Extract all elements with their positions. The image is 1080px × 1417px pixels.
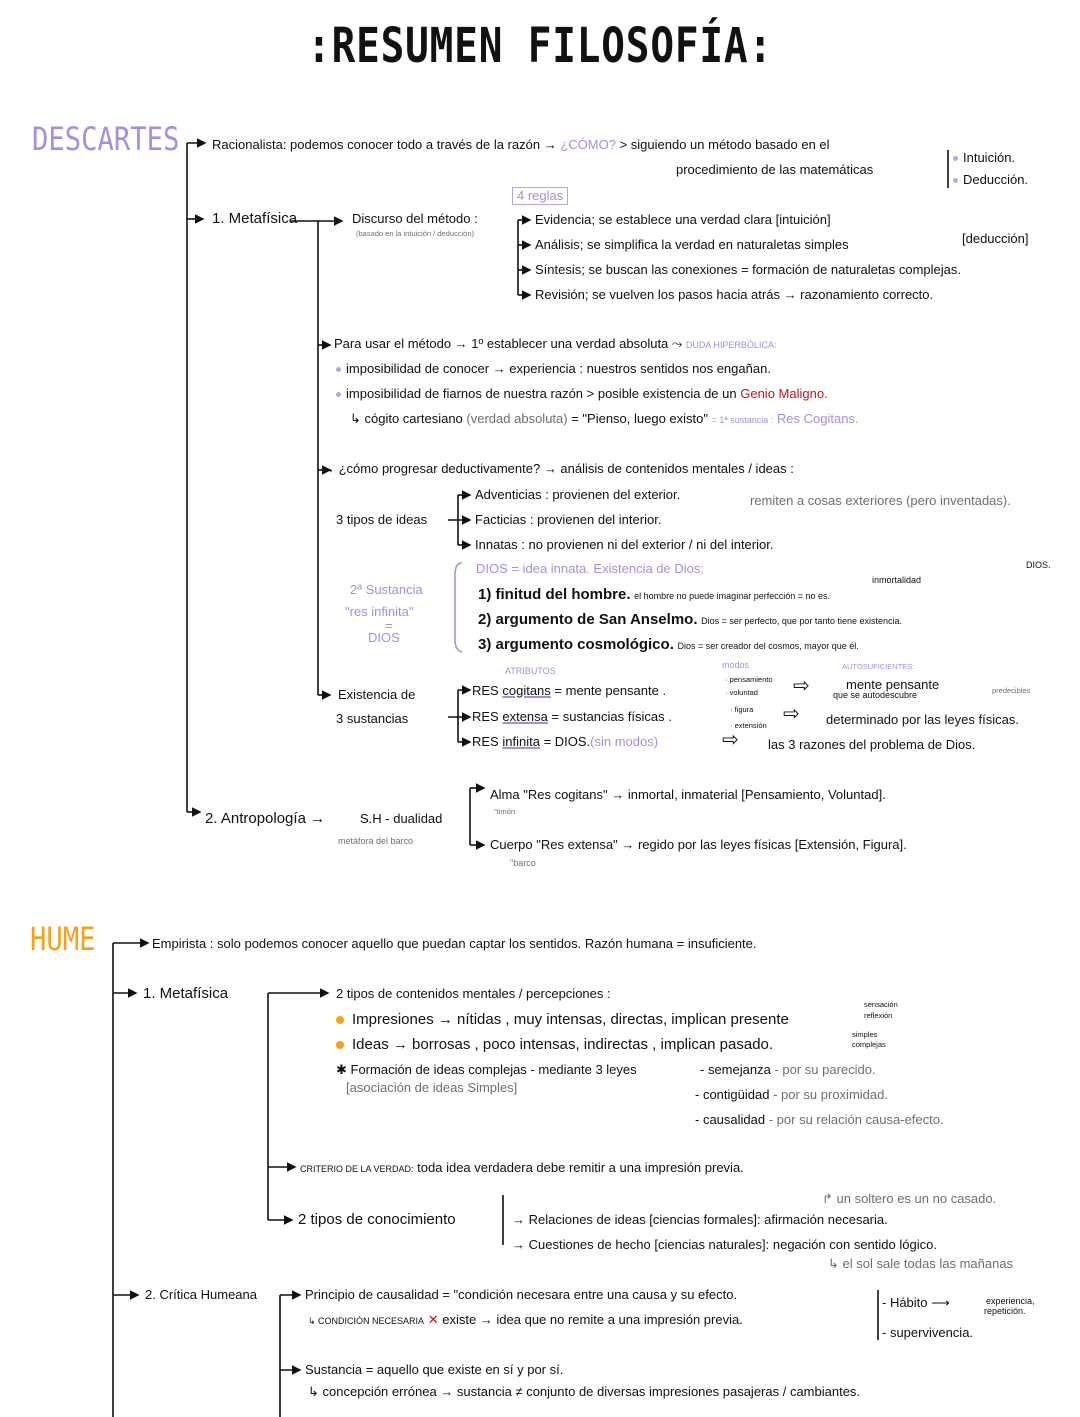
descartes-heading: DESCARTES xyxy=(32,120,180,158)
matematicas-line: procedimiento de las matemáticas xyxy=(676,162,874,177)
racionalista-rest: > siguiendo un método basado en el xyxy=(619,137,830,152)
alma-line: Alma "Res cogitans" → inmortal, inmaterial [Pensamiento, Voluntad]. xyxy=(490,787,886,802)
predecibles-note: predecibles xyxy=(992,686,1031,695)
metafora-note: metáfora del barco xyxy=(338,836,414,846)
page-title: :RESUMEN FILOSOFÍA: xyxy=(307,18,773,74)
double-arrow-icon: ⇨ xyxy=(783,703,800,725)
modos-label: modos xyxy=(722,660,750,670)
regla-item: Revisión; se vuelven los pasos hacia atrás → razonamiento correcto. xyxy=(535,287,934,302)
cuerpo-line: Cuerpo "Res extensa" → regido por las leyes físicas [Extensión, Figura]. xyxy=(490,837,907,852)
equals: = xyxy=(385,618,393,633)
racionalista-text: Racionalista: podemos conocer todo a través de la razón → xyxy=(212,137,557,152)
duda-hiperbolica: DUDA HIPERBÓLICA: xyxy=(685,340,777,350)
option-intuicion: Intuición. xyxy=(953,150,1015,166)
dios-note: DIOS. xyxy=(1026,560,1051,570)
autosuficientes-label: AUTOSUFICIENTES: xyxy=(842,662,915,671)
idea-type: Facticias : provienen del interior. xyxy=(475,512,662,527)
asociacion-note: [asociación de ideas Simples] xyxy=(346,1080,518,1095)
timon-note: "timón xyxy=(494,807,516,816)
double-arrow-icon: ⇨ xyxy=(793,675,810,697)
result: mente pensante xyxy=(846,677,940,692)
discurso-note: (basado en la intuición / deducción) xyxy=(356,229,474,238)
idea-type: Innatas : no provienen ni del exterior / ni del interior. xyxy=(475,537,774,552)
como-label: ¿CÓMO? xyxy=(560,137,616,152)
regla-item: Análisis; se simplifica la verdad en naturaletas simples xyxy=(535,237,849,252)
result: que se autodescubre xyxy=(833,690,918,700)
soltero-note: ↱ un soltero es un no casado. xyxy=(822,1191,997,1206)
dios-label: DIOS xyxy=(368,630,400,645)
relaciones-line: → Relaciones de ideas [ciencias formales]: afirmación necesaria. xyxy=(512,1212,888,1227)
atributos-label: ATRIBUTOS xyxy=(505,666,556,676)
supervivencia-label: - supervivencia. xyxy=(882,1325,974,1340)
antropologia-label: 2. Antropología → xyxy=(205,810,326,827)
ley: - semejanza - por su parecido. xyxy=(700,1062,876,1077)
habito-label: - Hábito ⟶ xyxy=(882,1295,950,1310)
progresar-line: → ¿cómo progresar deductivamente? → análisis de contenidos mentales / ideas : xyxy=(322,461,794,476)
cuestiones-line: → Cuestiones de hecho [ciencias naturales]: negación con sentido lógico. xyxy=(512,1237,937,1252)
option-deduccion: Deducción. xyxy=(953,172,1028,188)
impresion-type: reflexión xyxy=(864,1011,893,1020)
sustancias-label: 3 sustancias xyxy=(336,711,409,726)
cogito-line: ↳ cógito cartesiano (verdad absoluta) = "Pienso, luego existo" = 1ª sustancia : Res Cogitans. xyxy=(350,411,859,426)
criterio-line: CRITERIO DE LA VERDAD: toda idea verdadera debe remitir a una impresión previa. xyxy=(300,1160,744,1175)
regla-item: Evidencia; se establece una verdad clara [intuición] xyxy=(535,212,831,227)
sol-note: ↳ el sol sale todas las mañanas xyxy=(828,1256,1014,1271)
concepcion-line: ↳ concepción errónea → sustancia ≠ conjunto de diversas impresiones pasajeras / cambiantes. xyxy=(308,1384,861,1399)
metafisica-label: 1. Metafísica xyxy=(212,210,298,227)
metodo-line: Para usar el método → 1º establecer una verdad absoluta ⤳ DUDA HIPERBÓLICA: xyxy=(334,336,777,351)
genio-maligno: Genio Maligno. xyxy=(740,386,828,401)
hume-heading: HUME xyxy=(30,920,96,958)
impresion-type: sensación xyxy=(864,1000,898,1009)
segunda-sustancia: 2ª Sustancia xyxy=(350,582,423,597)
reglas-badge: 4 reglas xyxy=(512,187,568,205)
racionalista-line xyxy=(212,137,830,153)
imposibilidad-1: imposibilidad de conocer → experiencia : nuestros sentidos nos engañan. xyxy=(336,361,771,377)
habito-note: experiencia, xyxy=(986,1296,1035,1306)
res-infinita: "res infinita" xyxy=(345,604,414,619)
remiten-note: remiten a cosas exteriores (pero inventadas). xyxy=(750,493,1011,508)
dualidad-label: S.H - dualidad xyxy=(360,811,443,826)
ley: - contigüidad - por su proximidad. xyxy=(695,1087,888,1102)
ideas-line: Ideas → borrosas , poco intensas, indirectas , implican pasado. xyxy=(336,1036,773,1054)
deduccion-note: [deducción] xyxy=(962,231,1029,246)
res-extensa: RES extensa = sustancias físicas . xyxy=(472,709,672,724)
argumento: 3) argumento cosmológico. Dios = ser creador del cosmos, mayor que él. xyxy=(478,636,859,653)
idea-type: complejas xyxy=(852,1040,886,1049)
empirista-line: Empirista : solo podemos conocer aquello que puedan captar los sentidos. Razón humana = insuficiente. xyxy=(152,936,757,951)
modo: · figura xyxy=(730,705,754,714)
causalidad-line: Principio de causalidad = "condición necesara entre una causa y su efecto. xyxy=(305,1287,738,1302)
hume-metafisica-label: 1. Metafísica xyxy=(143,985,229,1002)
barco-note: "barco xyxy=(510,858,536,868)
impresiones-line: Impresiones → nítidas , muy intensas, directas, implican presente xyxy=(336,1011,789,1029)
dios-header: DIOS = idea innata. Existencia de Dios: xyxy=(476,561,704,576)
argumento: 1) finitud del hombre. el hombre no puede imaginar perfección = no es. xyxy=(478,586,830,603)
sustancia-line: Sustancia = aquello que existe en sí y por sí. xyxy=(305,1362,564,1377)
conocimiento-label: 2 tipos de conocimiento xyxy=(298,1211,456,1228)
modo: · pensamiento xyxy=(725,675,773,684)
result: las 3 razones del problema de Dios. xyxy=(768,737,976,752)
tipos-contenidos: 2 tipos de contenidos mentales / percepciones : xyxy=(336,986,611,1001)
idea-type: Adventicias : provienen del exterior. xyxy=(475,487,681,502)
sustancias-label: Existencia de xyxy=(338,687,416,702)
tipos-ideas-label: 3 tipos de ideas xyxy=(336,512,428,527)
habito-note: repetición. xyxy=(984,1306,1026,1316)
modo: · voluntad xyxy=(725,688,758,697)
regla-item: Síntesis; se buscan las conexiones = formación de naturaletas complejas. xyxy=(535,262,961,277)
ley: - causalidad - por su relación causa-efecto. xyxy=(695,1112,944,1127)
modo: · extensión xyxy=(730,721,767,730)
res-infinita-row: RES infinita = DIOS.(sin modos) xyxy=(472,734,659,749)
result: determinado por las leyes físicas. xyxy=(826,712,1019,727)
double-arrow-icon: ⇨ xyxy=(722,729,739,751)
imposibilidad-2: imposibilidad de fiarnos de nuestra razón > posible existencia de un Genio Maligno. xyxy=(336,386,828,402)
res-cogitans: RES cogitans = mente pensante . xyxy=(472,683,667,698)
condicion-line: ↳ CONDICIÓN NECESARIA ✕ existe → idea que no remite a una impresión previa. xyxy=(308,1312,743,1327)
idea-type: simples xyxy=(852,1030,878,1039)
discurso-label: Discurso del método : xyxy=(352,211,478,226)
critica-label: 2. Crítica Humeana xyxy=(145,1287,257,1302)
inmortalidad-note: inmortalidad xyxy=(872,575,922,585)
formacion-line: ✱ Formación de ideas complejas - mediante 3 leyes xyxy=(336,1062,637,1077)
argumento: 2) argumento de San Anselmo. Dios = ser perfecto, que por tanto tiene existencia. xyxy=(478,611,902,628)
